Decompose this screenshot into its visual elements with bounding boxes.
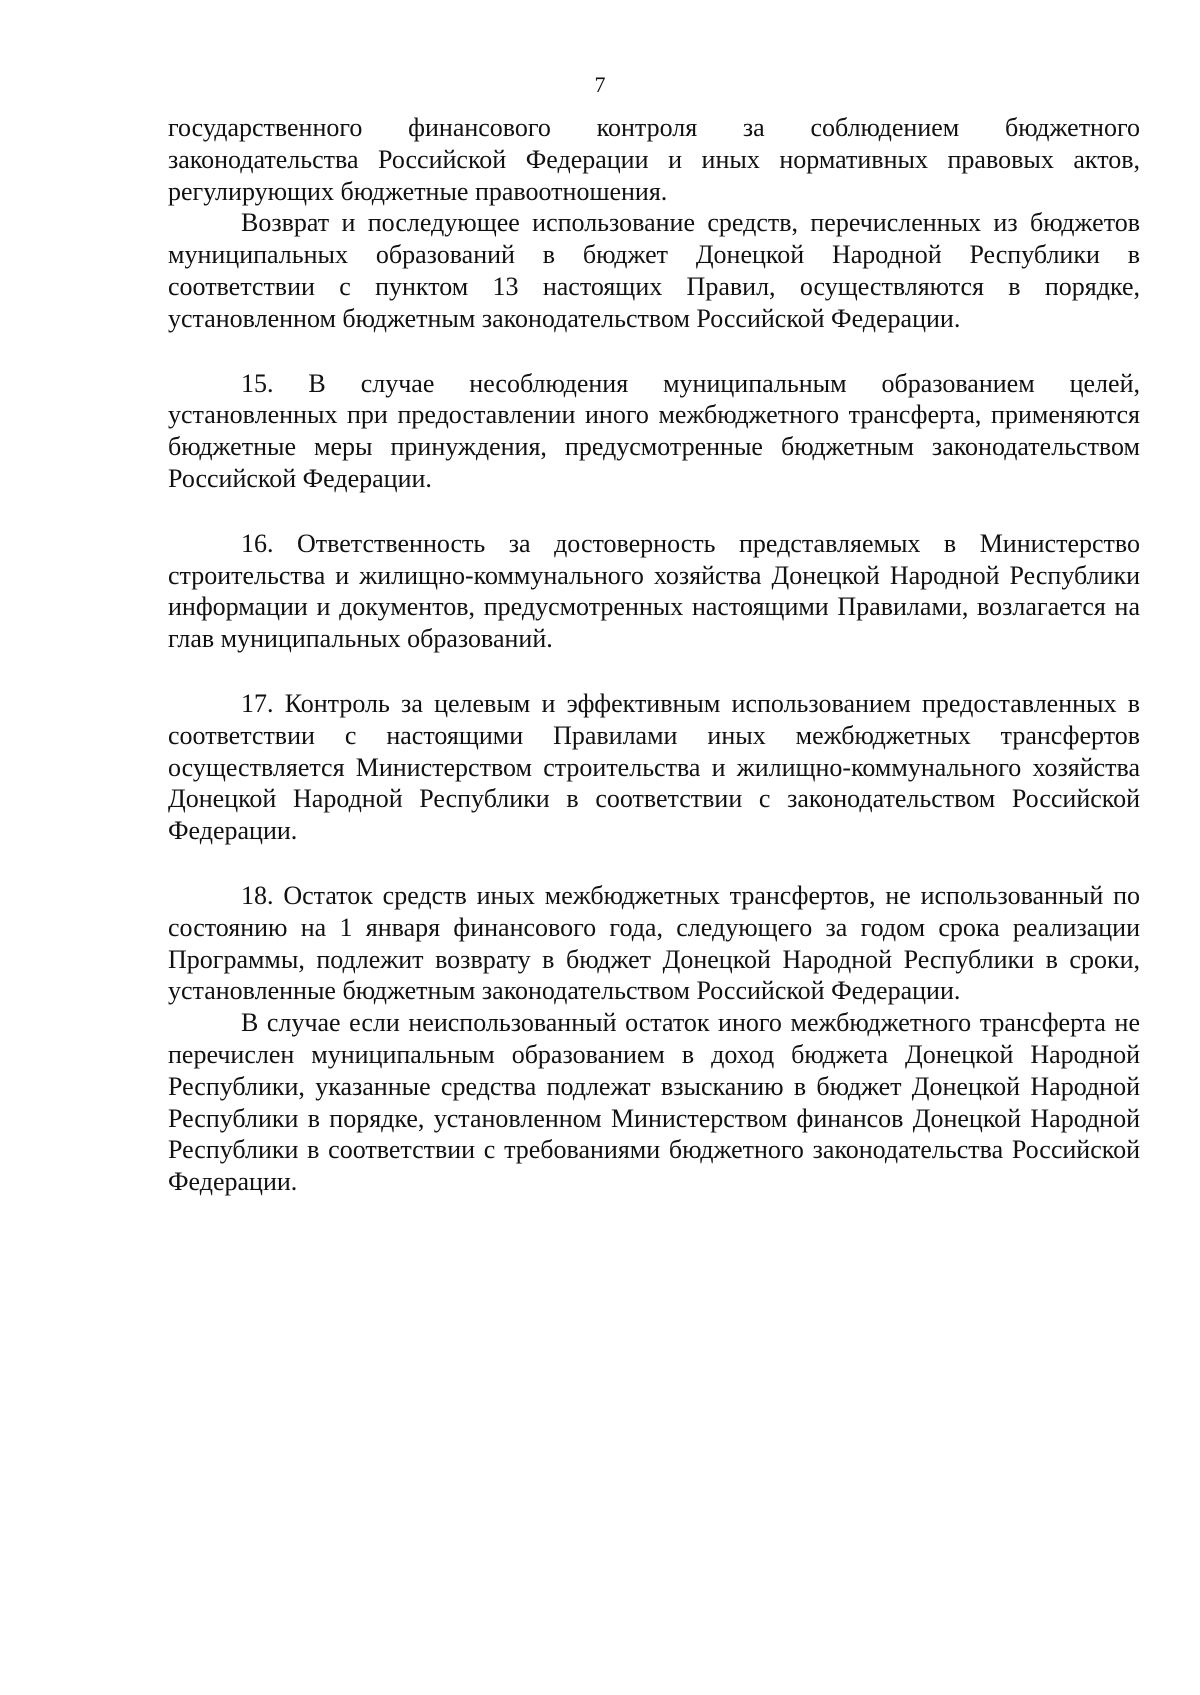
page-number: 7 <box>594 72 606 97</box>
paragraph-15: 15. В случае несоблюдения муниципальным образованием целей, установленных при предоставлении иного межбюджетного трансферта, применяются бюджетные меры принуждения, предусмотренные бюджетным законодательством Российской Федерации. <box>168 368 1140 493</box>
paragraph-17: 17. Контроль за целевым и эффективным использованием предоставленных в соответствии с настоящими Правилами иных межбюджетных трансфертов осуществляется Министерством строительства и жилищно-коммунального хозяйства Донецкой Народной Республики в соответствии с законодательством Российской Федерации. <box>168 688 1140 846</box>
paragraph-return-of-funds: Возврат и последующее использование средств, перечисленных из бюджетов муниципальных образований в бюджет Донецкой Народной Республики в соответствии с пунктом 13 настоящих Правил, осуществляются в порядке, установленном бюджетным законодательством Российской Федерации. <box>168 208 1140 333</box>
paragraph-unused-balance: В случае если неиспользованный остаток иного межбюджетного трансферта не перечислен муниципальным образованием в доход бюджета Донецкой Народной Республики, указанные средства подлежат взысканию в бюджет Донецкой Народной Республики в порядке, установленном Министерством финансов Донецкой Народной Республики в соответствии с требованиями бюджетного законодательства Российской Федерации. <box>168 1008 1140 1197</box>
paragraph-18: 18. Остаток средств иных межбюджетных трансфертов, не использованный по состоянию на 1 января финансового года, следующего за годом срока реализации Программы, подлежит возврату в бюджет Донецкой Народной Республики в сроки, установленные бюджетным законодательством Российской Федерации. <box>168 880 1140 1006</box>
paragraph-continuation: государственного финансового контроля за соблюдением бюджетного законодательства Российской Федерации и иных нормативных правовых актов, регулирующих бюджетные правоотношения. <box>168 113 1140 206</box>
document-body <box>168 112 1140 1198</box>
paragraph-16: 16. Ответственность за достоверность представляемых в Министерство строительства и жилищно-коммунального хозяйства Донецкой Народной Республики информации и документов, предусмотренных настоящими Правилами, возлагается на глав муниципальных образований. <box>168 528 1140 654</box>
